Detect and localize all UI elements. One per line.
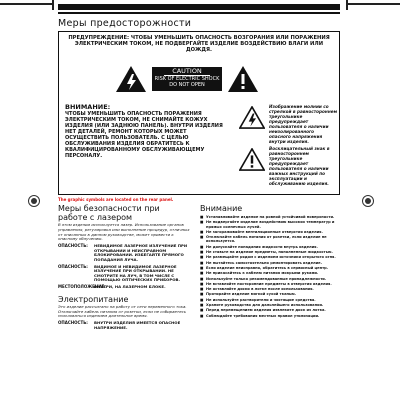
bullet-item	[200, 250, 340, 254]
row-text: ВНУТРИ, НА ЛАЗЕРНОМ БЛОКЕ.	[94, 283, 166, 289]
row-label: МЕСТОПОЛОЖЕНИЕ:	[58, 283, 106, 289]
row-text: НЕВИДИМОЕ ЛАЗЕРНОЕ ИЗЛУЧЕНИЕ ПРИ ОТКРЫВАНИИ И НЕИСПРАВНОМ БЛОКИРОВАНИИ. ИЗБЕГАЙТЕ ПРЯМОГО ПОПАДАНИЯ ЛУЧА.	[94, 243, 188, 262]
row-label: ОПАСНОСТЬ:	[58, 243, 88, 249]
laser-safety-intro: В этом изделии используется лазер. Использование органов управления, регулировка или выполнение процедур, отличных от описанных в данном руководстве, может привести к опасному облучению.	[58, 222, 190, 242]
page-title: Меры предосторожности	[58, 18, 192, 29]
row-text: ВИДИМОЕ И НЕВИДИМОЕ ЛАЗЕРНОЕ ИЗЛУЧЕНИЕ ПРИ ОТКРЫВАНИИ. НЕ СМОТРИТЕ НА ЛУЧ, В ТОМ ЧИСЛЕ С ПОМОЩЬЮ ОПТИЧЕСКИХ ПРИБОРОВ.	[94, 263, 180, 283]
exclamation-symbol-icon	[239, 148, 265, 171]
bullet-text: Не вставляйте посторонние предметы в отверстия изделия.	[206, 281, 332, 286]
bullet-square-icon: ■	[200, 250, 204, 255]
caution-title: CAUTION	[164, 67, 210, 76]
exclamation-warning-icon	[227, 65, 259, 93]
bullet-square-icon: ■	[200, 235, 204, 240]
bullet-square-icon: ■	[200, 260, 204, 265]
bullet-item	[200, 261, 340, 265]
lightning-symbol-explanation: Изображение молнии со стрелкой в равностороннем треугольнике предупреждает пользователя о наличии неизолированного опасного напряжения внутри изделия.	[269, 104, 337, 144]
bullet-square-icon: ■	[200, 281, 204, 286]
bullet-text: Протирайте изделие мягкой сухой тканью.	[206, 292, 297, 297]
bullet-square-icon: ■	[200, 271, 204, 276]
bullet-text: Если изделие неисправно, обратитесь в сервисный центр.	[206, 265, 329, 270]
power-title: Электропитание	[58, 294, 129, 304]
bullet-square-icon: ■	[200, 313, 204, 318]
bullet-item	[200, 303, 340, 307]
bullet-text: Не ставьте на изделие предметы, наполненные жидкостью.	[206, 250, 333, 255]
bullet-item	[200, 308, 340, 312]
bullet-square-icon: ■	[200, 255, 204, 260]
caution-text: RISK OF ELECTRIC SHOCK DO NOT OPEN	[154, 76, 220, 88]
row-text: ВНУТРИ ИЗДЕЛИЯ ИМЕЕТСЯ ОПАСНОЕ НАПРЯЖЕНИЕ.	[94, 320, 181, 330]
attention-label: ВНИМАНИЕ:	[65, 103, 111, 111]
bullet-text: Не оставляйте диски в лотке после использования.	[206, 287, 314, 292]
row-label: ОПАСНОСТЬ:	[58, 263, 88, 269]
bullet-text: Не прикасайтесь к кабелю питания мокрыми руками.	[206, 271, 319, 276]
bullet-item	[200, 298, 340, 302]
bullet-text: Перед перемещением изделия извлеките диск из лотка.	[206, 308, 326, 313]
bullet-square-icon: ■	[200, 244, 204, 249]
bullet-item	[200, 230, 340, 234]
row-label: ОПАСНОСТЬ:	[58, 320, 88, 326]
symbol-location-note: The graphic symbols are located on the rear panel.	[58, 197, 174, 202]
bullet-item	[200, 314, 340, 318]
bullet-square-icon: ■	[200, 287, 204, 292]
warning-text: ПРЕДУПРЕЖДЕНИЕ: ЧТОБЫ УМЕНЬШИТЬ ОПАСНОСТЬ ВОЗГОРАНИЯ ИЛИ ПОРАЖЕНИЯ ЭЛЕКТРИЧЕСКИМ ТОКОМ, НЕ ПОДВЕРГАЙТЕ ИЗДЕЛИЕ ВОЗДЕЙСТВИЮ ВЛАГИ ИЛИ ДОЖДЯ.	[68, 35, 330, 53]
bullet-item	[200, 287, 340, 291]
lightning-symbol-icon	[239, 106, 265, 129]
bullet-text: Используйте только рекомендованные принадлежности.	[206, 276, 327, 281]
bullet-square-icon: ■	[200, 308, 204, 313]
bullet-square-icon: ■	[200, 292, 204, 297]
bullet-text: Не используйте растворители и чистящие средства.	[206, 297, 316, 302]
bullet-item	[200, 235, 340, 244]
laser-safety-title: Меры безопасности при работе с лазером	[58, 204, 160, 222]
power-intro: Это изделие рассчитано на работу от сети переменного тока. Отключайте кабель питания от розетки, если не собираетесь пользоваться изделием длительное время.	[58, 303, 187, 319]
bullet-square-icon: ■	[200, 229, 204, 234]
bullet-square-icon: ■	[200, 297, 204, 302]
bullet-item	[200, 215, 340, 219]
bullet-text: Соблюдайте требования местных правил утилизации.	[206, 313, 320, 318]
crop-mark-top-right	[348, 3, 400, 5]
bullet-text: Устанавливайте изделие на ровной устойчивой поверхности.	[206, 215, 335, 219]
bullet-square-icon: ■	[200, 220, 204, 225]
bullet-text: Не допускайте попадания жидкости внутрь изделия.	[206, 244, 318, 249]
crop-mark-top-left	[0, 3, 52, 5]
bullet-item	[200, 220, 340, 229]
bullet-square-icon: ■	[200, 276, 204, 281]
lightning-warning-icon	[115, 65, 147, 93]
bullet-square-icon: ■	[200, 265, 204, 270]
manual-page	[58, 4, 340, 396]
bullet-text: Не подвергайте изделие воздействию высоких температур и прямых солнечных лучей.	[206, 220, 335, 229]
laser-warning-row	[58, 285, 190, 290]
bullet-text: Храните руководство для дальнейшего использования.	[206, 303, 324, 308]
laser-warning-row	[58, 244, 190, 262]
bullet-text: Не загораживайте вентиляционные отверстия изделия.	[206, 229, 323, 234]
crop-mark-right-vertical	[346, 0, 348, 10]
attention-title: Внимание	[200, 204, 243, 213]
laser-warning-row	[58, 265, 190, 283]
header-rules	[58, 4, 340, 14]
attention-block	[65, 104, 225, 159]
caution-label	[152, 67, 222, 91]
exclamation-symbol-explanation: Восклицательный знак в равностороннем треугольнике предупреждает пользователя о наличии важных инструкций по эксплуатации и обслуживанию изделия.	[269, 146, 330, 186]
attention-text: ЧТОБЫ УМЕНЬШИТЬ ОПАСНОСТЬ ПОРАЖЕНИЯ ЭЛЕКТРИЧЕСКИМ ТОКОМ, НЕ СНИМАЙТЕ КОЖУХ ИЗДЕЛИЯ (ИЛИ ЗАДНЮЮ ПАНЕЛЬ). ВНУТРИ ИЗДЕЛИЯ НЕТ ДЕТАЛЕЙ, РЕМОНТ КОТОРЫХ МОЖЕТ ОСУЩЕСТВИТЬ ПОЛЬЗОВАТЕЛЬ. С ЦЕЛЬЮ ОБСЛУЖИВАНИЯ ИЗДЕЛИЯ ОБРАТИТЕСЬ К КВАЛИФИЦИРОВАННОМУ ОБСЛУЖИВАЮЩЕМУ ПЕРСОНАЛУ.	[65, 111, 223, 159]
bullet-item	[200, 271, 340, 275]
attention-column	[200, 204, 340, 319]
bullet-text: Не размещайте рядом с изделием источники открытого огня.	[206, 255, 336, 260]
bullet-item	[200, 282, 340, 286]
bullet-item	[200, 277, 340, 281]
bullet-text: Не пытайтесь самостоятельно ремонтировать изделие.	[206, 260, 322, 265]
power-warning-row	[58, 321, 190, 330]
warning-box	[58, 31, 340, 195]
crop-mark-left-vertical	[52, 0, 54, 10]
bullet-item	[200, 255, 340, 259]
bullet-square-icon: ■	[200, 303, 204, 308]
laser-safety-column	[58, 204, 190, 330]
bullet-item	[200, 245, 340, 249]
attention-bullet-list	[200, 215, 340, 318]
bullet-item	[200, 292, 340, 296]
bullet-square-icon: ■	[200, 215, 204, 219]
registration-mark-left	[28, 195, 40, 207]
bullet-text: Отключайте кабель питания от розетки, если изделие не используется.	[206, 235, 327, 244]
bullet-item	[200, 266, 340, 270]
registration-mark-right	[362, 195, 374, 207]
